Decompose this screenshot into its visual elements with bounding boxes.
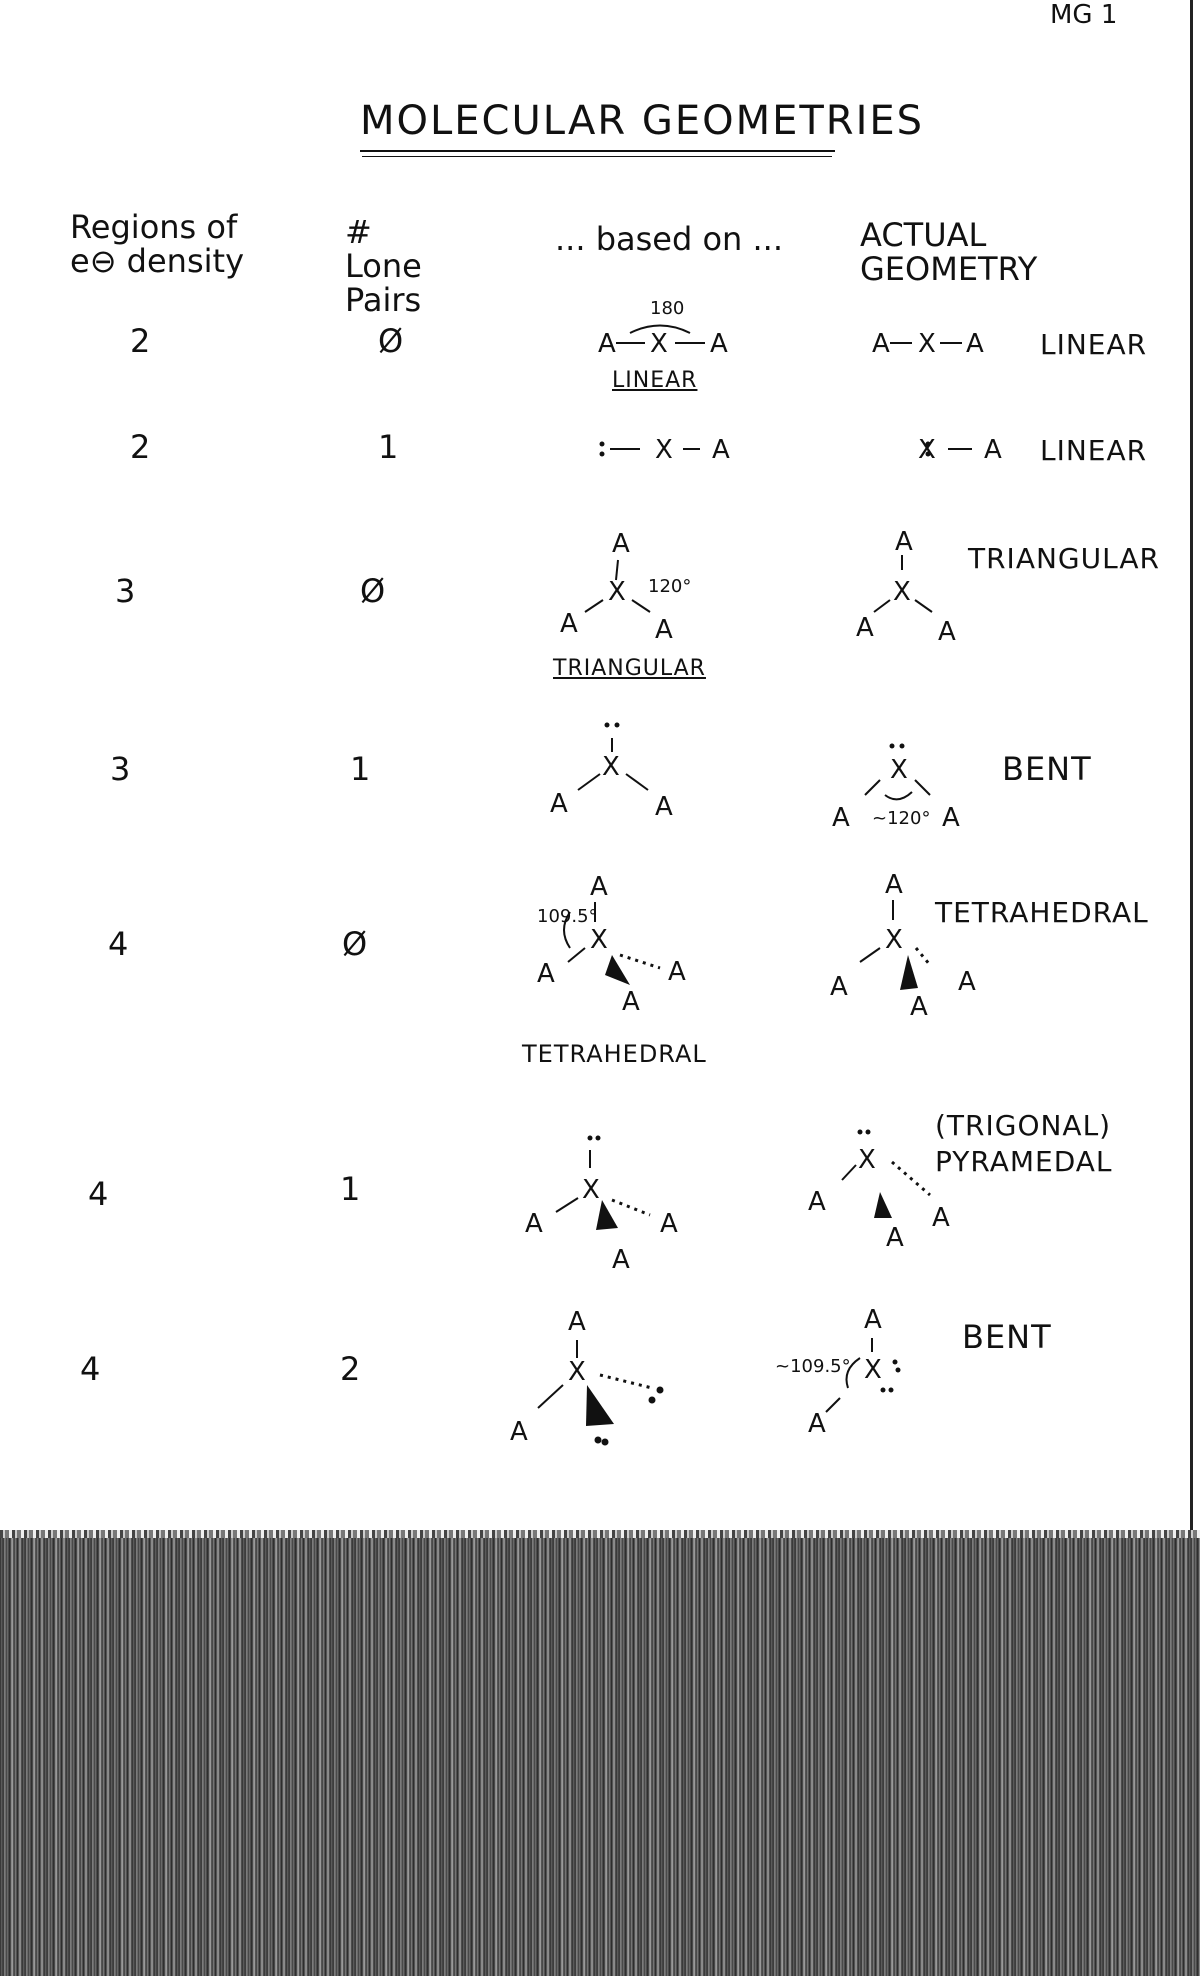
atom-a: A — [590, 872, 608, 902]
row-6-regions: 4 — [88, 1175, 109, 1213]
atom-x: X — [918, 329, 936, 359]
row-5-angle: 109.5° — [537, 906, 598, 927]
row-1-regions: 2 — [130, 322, 151, 360]
atom-a: A — [655, 792, 673, 822]
row-1-angle: 180 — [650, 298, 685, 319]
atom-x: X — [655, 435, 673, 465]
row-4-lone-pairs: 1 — [350, 750, 371, 788]
row-6-lone-pairs: 1 — [340, 1170, 361, 1208]
row-7-angle: ~109.5° — [775, 1356, 851, 1377]
atom-a: A — [612, 1245, 630, 1275]
atom-a: A — [938, 617, 956, 647]
atom-a: A — [830, 972, 848, 1002]
header-based-on: ... based on ... — [555, 220, 783, 258]
atom-a: A — [710, 329, 728, 359]
atom-a: A — [668, 957, 686, 987]
atom-a: A — [598, 329, 616, 359]
atom-a: A — [856, 613, 874, 643]
row-2-actual-geometry: LINEAR — [1040, 434, 1148, 467]
row-5-lone-pairs: Ø — [342, 925, 368, 963]
header-lone-pairs: # Lone Pairs — [345, 213, 422, 319]
atom-a: A — [808, 1409, 826, 1439]
row-3-lone-pairs: Ø — [360, 572, 386, 610]
row-5-electron-geometry: TETRAHEDRAL — [522, 1040, 707, 1068]
atom-a: A — [886, 1223, 904, 1253]
row-7-lone-pairs: 2 — [340, 1350, 361, 1388]
row-2-regions: 2 — [130, 428, 151, 466]
row-4-actual-geometry: BENT — [1002, 750, 1092, 788]
scan-noise-area — [0, 1538, 1200, 1976]
atom-a: A — [510, 1417, 528, 1447]
row-4-regions: 3 — [110, 750, 131, 788]
atom-a: A — [895, 527, 913, 557]
atom-x: X — [582, 1175, 600, 1205]
atom-x: X — [590, 925, 608, 955]
atom-a: A — [660, 1209, 678, 1239]
atom-x: X — [885, 925, 903, 955]
atom-a: A — [550, 789, 568, 819]
row-5-regions: 4 — [108, 925, 129, 963]
atom-a: A — [958, 967, 976, 997]
atom-a: A — [984, 435, 1002, 465]
row-1-actual-geometry: LINEAR — [1040, 328, 1148, 361]
row-1-electron-geometry: LINEAR — [612, 368, 698, 393]
header-actual-geometry: ACTUAL GEOMETRY — [860, 216, 1038, 288]
atom-x: X — [602, 752, 620, 782]
atom-x: X — [858, 1145, 876, 1175]
row-5-actual-geometry: TETRAHEDRAL — [935, 896, 1149, 929]
atom-x: X — [608, 577, 626, 607]
row-3-electron-geometry: TRIANGULAR — [553, 656, 706, 681]
row-7-actual-geometry: BENT — [962, 1318, 1052, 1356]
row-4-angle: ~120° — [872, 808, 931, 829]
atom-x: X — [890, 755, 908, 785]
atom-a: A — [832, 803, 850, 833]
atom-a: A — [612, 529, 630, 559]
atom-a: A — [966, 329, 984, 359]
atom-a: A — [537, 959, 555, 989]
atom-a: A — [864, 1305, 882, 1335]
page-code: MG 1 — [1050, 0, 1118, 30]
atom-a: A — [655, 615, 673, 645]
atom-a: A — [910, 992, 928, 1022]
row-3-regions: 3 — [115, 572, 136, 610]
row-3-actual-geometry: TRIANGULAR — [968, 542, 1160, 575]
atom-x: X — [893, 577, 911, 607]
row-2-lone-pairs: 1 — [378, 428, 399, 466]
atom-a: A — [808, 1187, 826, 1217]
atom-a: A — [622, 987, 640, 1017]
page-title: MOLECULAR GEOMETRIES — [360, 98, 925, 144]
atom-x: X — [918, 435, 936, 465]
atom-a: A — [560, 609, 578, 639]
row-3-angle: 120° — [648, 576, 692, 597]
row-7-regions: 4 — [80, 1350, 101, 1388]
row-6-actual-geometry: (TRIGONAL) PYRAMEDAL — [935, 1109, 1113, 1178]
atom-a: A — [525, 1209, 543, 1239]
atom-x: X — [568, 1357, 586, 1387]
atom-a: A — [942, 803, 960, 833]
row-1-lone-pairs: Ø — [378, 322, 404, 360]
atom-a: A — [885, 870, 903, 900]
atom-a: A — [568, 1307, 586, 1337]
atom-x: X — [864, 1355, 882, 1385]
atom-a: A — [712, 435, 730, 465]
atom-a: A — [932, 1203, 950, 1233]
header-regions: Regions of e⊖ density — [70, 208, 244, 280]
atom-a: A — [872, 329, 890, 359]
atom-x: X — [650, 329, 668, 359]
